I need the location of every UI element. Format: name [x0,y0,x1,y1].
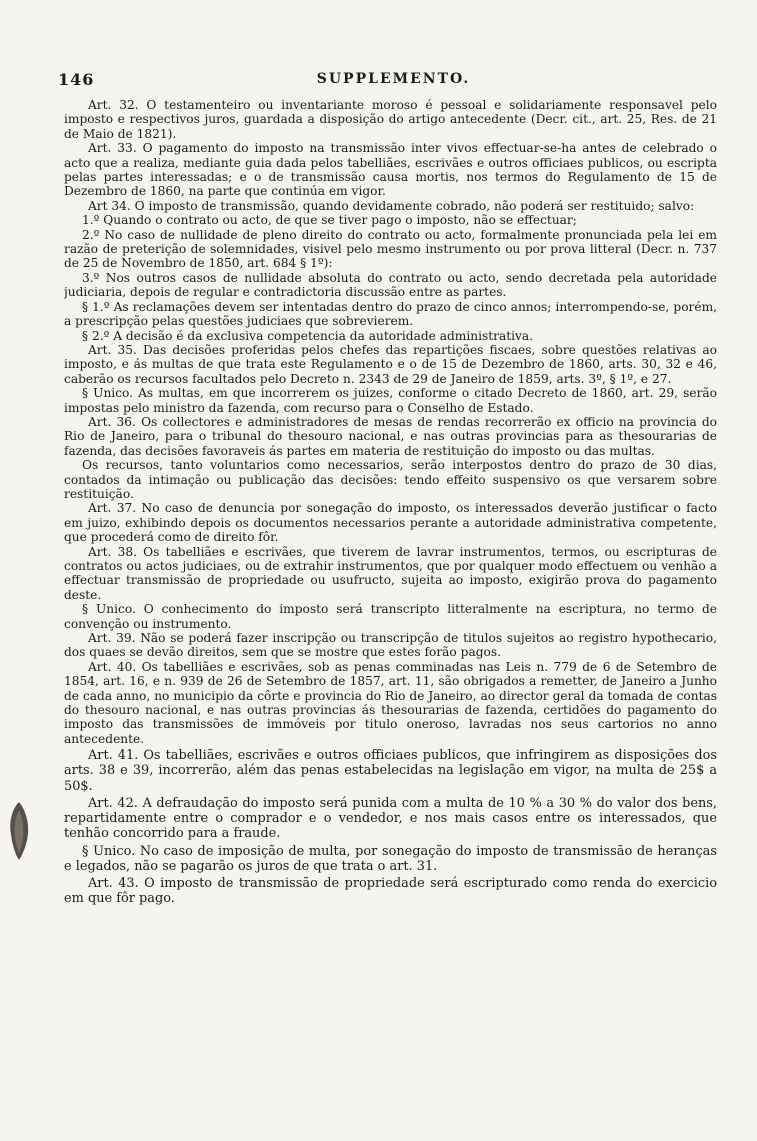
article-paragraph: Art. 39. Não se poderá fazer inscripção ou transcripção de titulos sujeitos ao registro hypothecario, dos quaes se devão direitos, sem que se mostre que estes forão pagos. [64,631,717,660]
clause-paragraph: § 1.º As reclamações devem ser intentadas dentro do prazo de cinco annos; interrompendo-se, porém, a prescripção pelas questões judiciaes que sobrevierem. [64,299,717,329]
clause-paragraph: § Unico. O conhecimento do imposto será transcripto litteralmente na escriptura, no termo de convenção ou instrumento. [64,602,717,631]
article-paragraph: Art. 32. O testamenteiro ou inventariante moroso é pessoal e solidariamente responsavel pelo imposto e respectivos juros, guardada a disposição do artigo antecedente (Decr. cit., art. 25, Res. de 21 de Maio de 1821). [64,98,717,141]
clause-paragraph: 3.º Nos outros casos de nullidade absoluta do contrato ou acto, sendo decretada pela autoridade judiciaria, depois de regular e contradictoria discussão entre as partes. [64,270,717,300]
article-paragraph: Art. 37. No caso de denuncia por sonegação do imposto, os interessados deverão justificar o facto em juizo, exhibindo depois os documentos necessarios perante a autoridade administrativa competente, que procederá como de direito fôr. [64,501,717,545]
clause-paragraph: § Unico. No caso de imposição de multa, por sonegação do imposto de transmissão de heranças e legados, não se pagarão os juros de que trata o art. 31. [64,843,717,874]
clause-paragraph: Os recursos, tanto voluntarios como necessarios, serão interpostos dentro do prazo de 30 dias, contados da intimação ou publicação das decisões: tendo effeito suspensivo os que versarem sobre restituição. [64,458,717,501]
body-text [64,98,717,1131]
page-header [58,70,729,92]
running-title: SUPPLEMENTO. [316,71,471,87]
article-paragraph: Art. 33. O pagamento do imposto na transmissão inter vivos effectuar-se-ha antes de celebrado o acto que a realiza, mediante guia dada pelos tabelliães, escrivães e outros officiaes publicos, ou escripta pelas partes interessadas; e o de transmissão causa mortis, nos termos do Regulamento de 15 de Dezembro de 1860, na parte que continúa em vigor. [64,141,717,199]
article-paragraph: Art. 43. O imposto de transmissão de propriedade será escripturado como renda do exercicio em que fôr pago. [64,875,717,907]
clause-paragraph: 1.º Quando o contrato ou acto, de que se tiver pago o imposto, não se effectuar; [82,213,577,228]
article-paragraph: Art. 42. A defraudação do imposto será punida com a multa de 10 % a 30 % do valor dos bens, repartidamente entre o comprador e o vendedor, e nos mais casos entre os interessados, que tenhão concorrido para a fraude. [64,795,717,842]
clause-paragraph: 2.º No caso de nullidade de pleno direito do contrato ou acto, formalmente pronunciada pela lei em razão de preterição de solemnidades, visivel pelo mesmo instrumento ou por prova litteral (Decr. n. 737 de 25 de Novembro de 1850, art. 684 § 1º): [64,227,717,271]
article-paragraph: Art. 36. Os collectores e administradores de mesas de rendas recorrerão ex officio na provincia do Rio de Janeiro, para o tribunal do thesouro nacional, e nas outras provincias para as thesourarias de fazenda, das decisões favoraveis ás partes em materia de restituição do imposto ou das multas. [64,414,717,458]
library-stamp-icon [6,800,32,862]
page-number: 146 [58,70,95,89]
article-paragraph: Art. 35. Das decisões proferidas pelos chefes das repartições fiscaes, sobre questões relativas ao imposto, e ás multas de que trata este Regulamento e o de 15 de Dezembro de 1860, arts. 30, 32 e 46, caberão os recursos facultados pelo Decreto n. 2343 de 29 de Janeiro de 1859, arts. 3º, § 1º, e 27. [64,342,717,386]
article-paragraph: Art. 40. Os tabelliães e escrivães, sob as penas comminadas nas Leis n. 779 de 6 de Setembro de 1854, art. 16, e n. 939 de 26 de Setembro de 1857, art. 11, são obrigados a remetter, de Janeiro a Junho de cada anno, no municipio da côrte e provincia do Rio de Janeiro, ao director geral da tomada de contas do thesouro nacional, e nas outras provincias ás thesourarias de fazenda, certidões do pagamento do imposto das transmissões de immóveis por titulo oneroso, lavradas nos seus cartorios no anno antecedente. [64,659,717,746]
article-paragraph: Art. 41. Os tabelliães, escrivães e outros officiaes publicos, que infringirem as disposições dos arts. 38 e 39, incorrerão, além das penas estabelecidas na legislação em vigor, na multa de 25$ a 50$. [64,748,717,794]
clause-paragraph: § 2.º A decisão é da exclusiva competencia da autoridade administrativa. [82,328,534,343]
clause-paragraph: § Unico. As multas, em que incorrerem os juizes, conforme o citado Decreto de 1860, art. 29, serão impostas pelo ministro da fazenda, com recurso para o Conselho de Estado. [64,386,717,415]
article-paragraph: Art. 38. Os tabelliães e escrivães, que tiverem de lavrar instrumentos, termos, ou escripturas de contratos ou actos judiciaes, ou de extrahir instrumentos, que por qualquer modo effectuem ou venhão a effectuar transmissão de propriedade ou usufructo, sujeita ao imposto, exigirão prova do pagamento deste. [64,544,717,602]
article-paragraph: Art 34. O imposto de transmissão, quando devidamente cobrado, não poderá ser restituido; salvo: [88,198,695,213]
